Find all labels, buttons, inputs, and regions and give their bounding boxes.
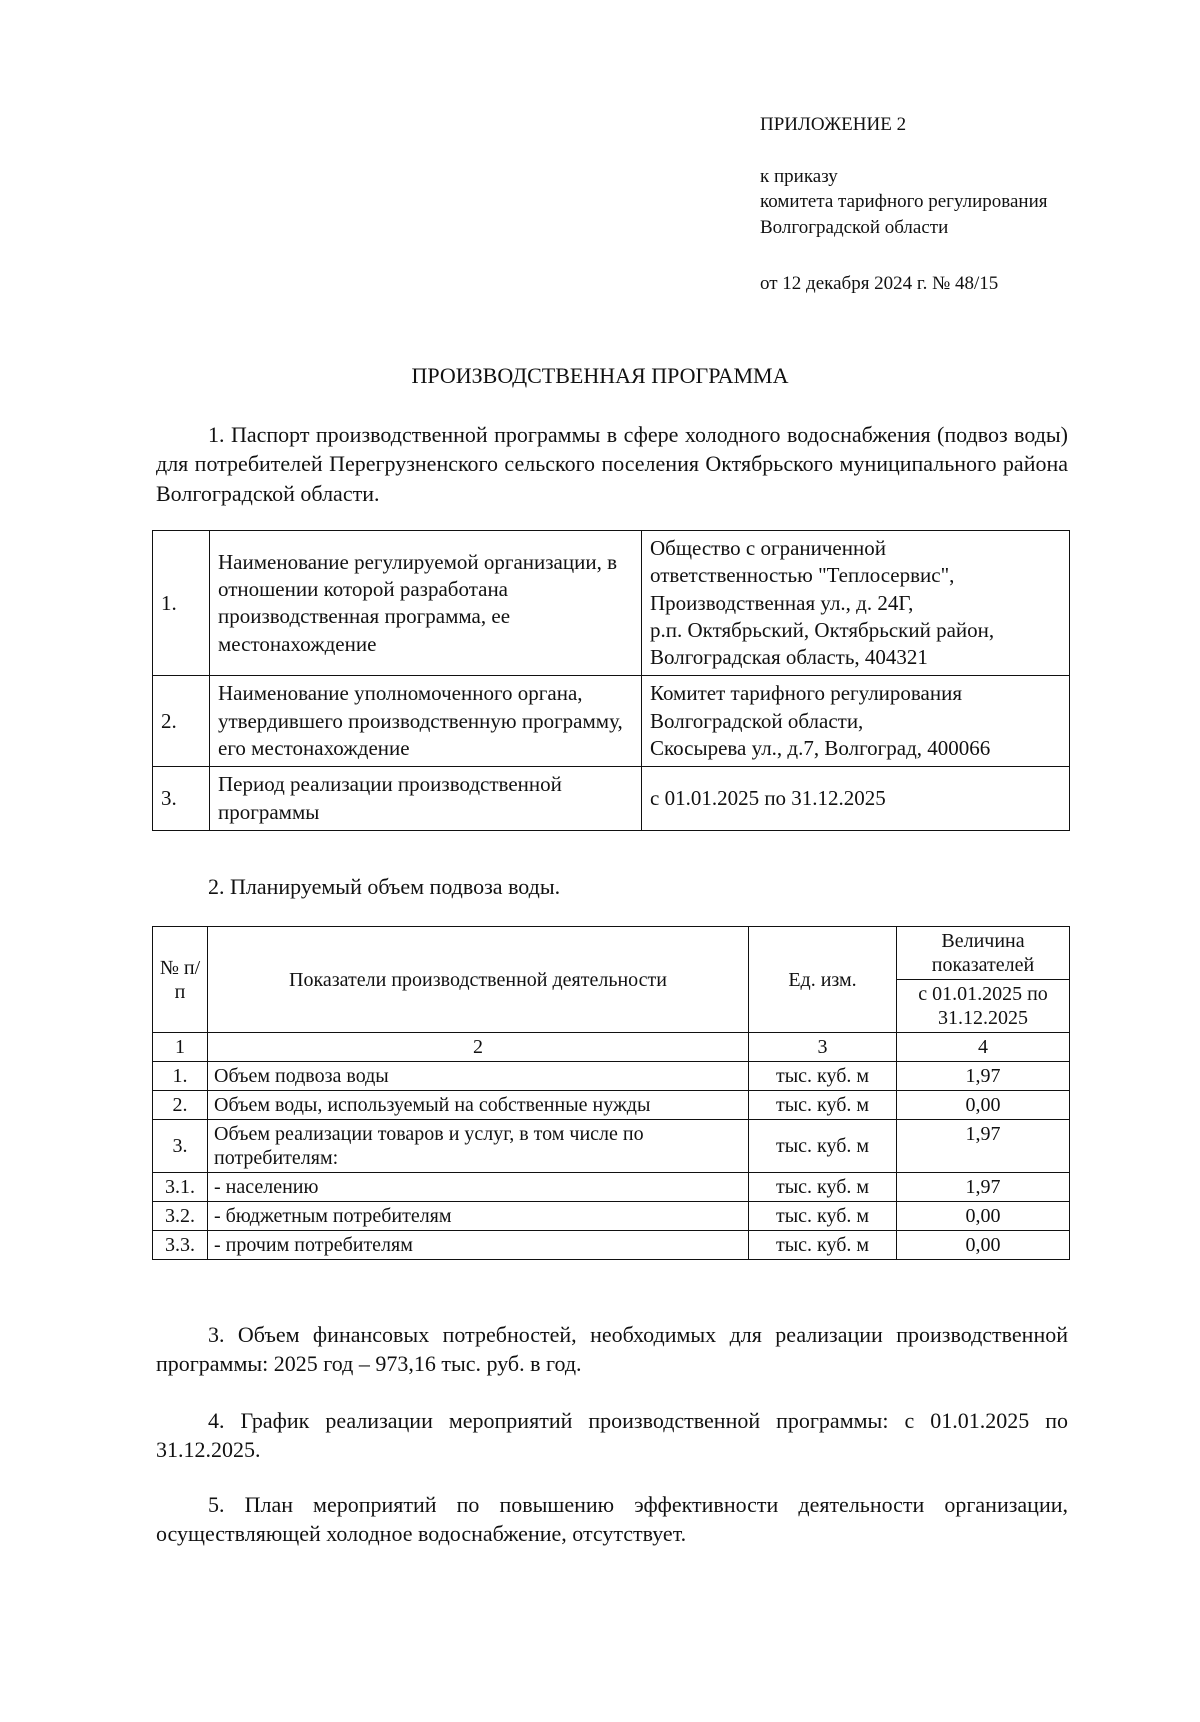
index-cell: 1 — [153, 1033, 208, 1062]
row-number: 1. — [153, 1062, 208, 1091]
index-cell: 2 — [208, 1033, 749, 1062]
row-number: 3. — [153, 1120, 208, 1173]
passport-value-line: Скосырева ул., д.7, Волгоград, 400066 — [650, 736, 991, 761]
col-header-indicator: Показатели производственной деятельности — [208, 927, 749, 1033]
passport-row-number: 2. — [153, 676, 210, 767]
water-volume-table — [152, 926, 1070, 1260]
index-row — [153, 1033, 1070, 1062]
col-header-number: № п/п — [153, 927, 208, 1033]
row-unit: тыс. куб. м — [749, 1091, 897, 1120]
row-unit: тыс. куб. м — [749, 1062, 897, 1091]
section-3-text: 3. Объем финансовых потребностей, необходимых для реализации производственной программы: 2025 год – 973,16 тыс. руб. в год. — [156, 1322, 1068, 1377]
order-date: от 12 декабря 2024 г. № 48/15 — [760, 272, 999, 294]
table-row — [153, 1173, 1070, 1202]
committee-line-1: комитета тарифного регулирования — [760, 191, 1048, 213]
document-title: ПРОИЗВОДСТВЕННАЯ ПРОГРАММА — [411, 363, 789, 388]
index-cell: 3 — [749, 1033, 897, 1062]
passport-value-line: Комитет тарифного регулирования — [650, 681, 963, 706]
section-4-text: 4. График реализации мероприятий производственной программы: с 01.01.2025 по 31.12.2025. — [156, 1408, 1068, 1463]
appendix-header — [760, 112, 1080, 296]
passport-value-line: с 01.01.2025 по 31.12.2025 — [650, 786, 886, 811]
passport-row — [153, 767, 1070, 831]
row-number: 3.2. — [153, 1202, 208, 1231]
table-row — [153, 1120, 1070, 1173]
passport-value-line: Волгоградской области, — [650, 708, 864, 733]
section-5-text: 5. План мероприятий по повышению эффективности деятельности организации, осуществляющей холодное водоснабжение, отсутствует. — [156, 1492, 1068, 1547]
passport-value-line: Производственная ул., д. 24Г, — [650, 590, 914, 615]
row-unit: тыс. куб. м — [749, 1231, 897, 1260]
row-indicator: - населению — [208, 1173, 749, 1202]
passport-row-value — [642, 767, 1070, 831]
row-indicator: Объем воды, используемый на собственные нужды — [208, 1091, 749, 1120]
row-value: 1,97 — [897, 1062, 1070, 1091]
passport-row-number: 3. — [153, 767, 210, 831]
passport-row-value — [642, 531, 1070, 676]
col-header-period: с 01.01.2025 по 31.12.2025 — [897, 980, 1070, 1033]
row-value: 0,00 — [897, 1202, 1070, 1231]
row-unit: тыс. куб. м — [749, 1173, 897, 1202]
passport-value-line: Общество с ограниченной — [650, 536, 886, 560]
passport-row-name: Наименование уполномоченного органа, утвердившего производственную программу, его местонахождение — [210, 676, 642, 767]
appendix-label: ПРИЛОЖЕНИЕ 2 — [760, 114, 907, 135]
passport-row — [153, 676, 1070, 767]
row-indicator: - бюджетным потребителям — [208, 1202, 749, 1231]
row-indicator: - прочим потребителям — [208, 1231, 749, 1260]
table-row — [153, 1091, 1070, 1120]
passport-row — [153, 531, 1070, 676]
row-number: 3.3. — [153, 1231, 208, 1260]
row-value: 1,97 — [897, 1173, 1070, 1202]
passport-row-name: Наименование регулируемой организации, в отношении которой разработана производственная программа, ее местонахождение — [210, 531, 642, 676]
passport-value-line: Волгоградская область, 404321 — [650, 645, 928, 670]
row-indicator: Объем подвоза воды — [208, 1062, 749, 1091]
table-row — [153, 1062, 1070, 1091]
row-unit: тыс. куб. м — [749, 1202, 897, 1231]
col-header-unit: Ед. изм. — [749, 927, 897, 1033]
col-header-value: Величина показателей — [897, 927, 1070, 980]
row-number: 2. — [153, 1091, 208, 1120]
row-value: 1,97 — [897, 1120, 1070, 1173]
index-cell: 4 — [897, 1033, 1070, 1062]
passport-value-line: ответственностью "Теплосервис", — [650, 563, 955, 588]
table-row — [153, 1231, 1070, 1260]
passport-row-number: 1. — [153, 531, 210, 676]
row-indicator: Объем реализации товаров и услуг, в том числе по потребителям: — [208, 1120, 749, 1173]
order-reference: к приказу — [760, 165, 838, 187]
row-value: 0,00 — [897, 1231, 1070, 1260]
passport-row-name: Период реализации производственной программы — [210, 767, 642, 831]
committee-line-2: Волгоградской области — [760, 216, 949, 238]
section-2-text: 2. Планируемый объем подвоза воды. — [208, 874, 561, 899]
section-1-text: 1. Паспорт производственной программы в сфере холодного водоснабжения (подвоз воды) для потребителей Перегрузненского сельского поселения Октябрьского муниципального района Волгоградской области. — [156, 422, 1068, 506]
passport-value-line: р.п. Октябрьский, Октябрьский район, — [650, 617, 995, 642]
table-row — [153, 1202, 1070, 1231]
passport-table — [152, 530, 1070, 831]
passport-row-value — [642, 676, 1070, 767]
row-value: 0,00 — [897, 1091, 1070, 1120]
row-number: 3.1. — [153, 1173, 208, 1202]
row-unit: тыс. куб. м — [749, 1120, 897, 1173]
